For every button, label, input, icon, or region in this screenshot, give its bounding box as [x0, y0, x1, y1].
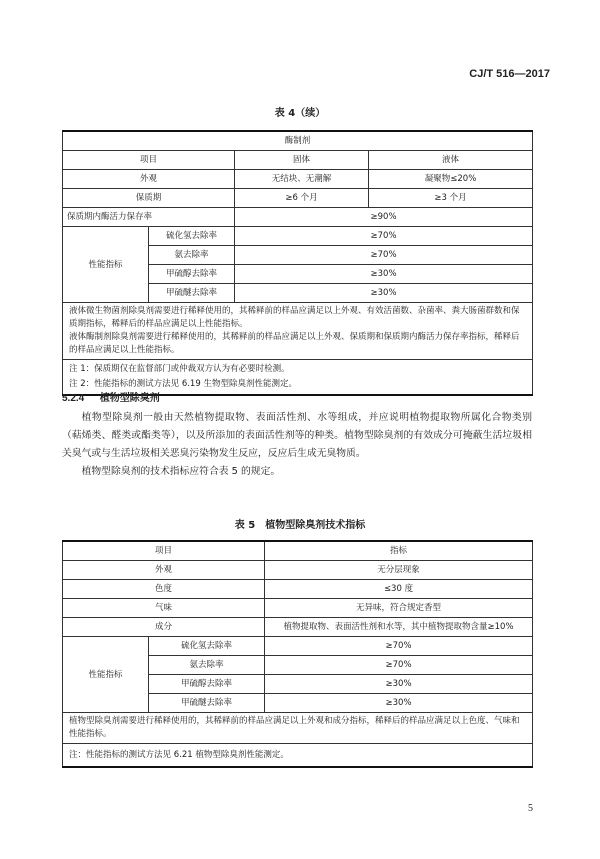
- table-row: [63, 744, 533, 768]
- column-header-solid: 固体: [235, 151, 369, 170]
- column-header-index: 指标: [265, 541, 533, 561]
- note-text: 注 2：性能指标的测试方法见 6.19 生物型除臭剂性能测定。: [69, 379, 297, 389]
- body-paragraph: 植物型除臭剂一般由天然植物提取物、表面活性剂、水等组成，并应说明植物提取物所属化合物类别（萜烯类、醛类或酯类等），以及所添加的表面活性剂等的种类。植物型除臭剂的有效成分可掩蔽生活垃圾相关臭气或与生活垃圾相关恶臭污染物发生反应，反应后生成无臭物质。: [62, 412, 532, 459]
- row-label: 色度: [63, 580, 265, 599]
- table-5-caption: 表 5 植物型除臭剂技术指标: [234, 520, 366, 531]
- row-label: 保质期: [63, 189, 235, 208]
- body-paragraph: 植物型除臭剂的技术指标应符合表 5 的规定。: [81, 466, 281, 477]
- cell-value: ≥30%: [235, 265, 533, 284]
- cell-value: 无异味，符合规定香型: [265, 599, 533, 618]
- table-row: [63, 189, 533, 208]
- table-row: [63, 580, 533, 599]
- table-paragraph: [63, 303, 533, 360]
- cell-value: 无分层现象: [265, 561, 533, 580]
- sub-row-label: 甲硫醇去除率: [149, 265, 235, 284]
- sub-row-label: 甲硫醇去除率: [149, 675, 265, 694]
- table-row: [63, 561, 533, 580]
- sub-row-label: 氨去除率: [149, 246, 235, 265]
- cell-value: ≥30%: [265, 675, 533, 694]
- note-text: 注 1：保质期仅在监督部门或仲裁双方认为有必要时检测。: [69, 364, 290, 374]
- table-header-row: [63, 541, 533, 561]
- cell-value: 植物提取物、表面活性剂和水等，其中植物提取物含量≥10%: [265, 618, 533, 637]
- section-title: 植物型除臭剂: [99, 393, 160, 404]
- cell-value: ≥3 个月: [369, 189, 533, 208]
- table-row: [63, 713, 533, 744]
- cell-value: ≥70%: [265, 637, 533, 656]
- table-row: [63, 170, 533, 189]
- column-header-liquid: 液体: [369, 151, 533, 170]
- row-label: 性能指标: [63, 227, 149, 303]
- table-paragraph: 植物型除臭剂需要进行稀释使用的，其稀释前的样品应满足以上外观和成分指标，稀释后的样品应满足以上色度、气味和性能指标。: [63, 713, 533, 744]
- cell-value: ≥30%: [265, 694, 533, 713]
- row-label: 外观: [63, 170, 235, 189]
- row-label: 保质期内酶活力保存率: [63, 208, 235, 227]
- sub-row-label: 氨去除率: [149, 656, 265, 675]
- sub-row-label: 甲硫醚去除率: [149, 694, 265, 713]
- sub-row-label: 甲硫醚去除率: [149, 284, 235, 303]
- note-text: 注：性能指标的测试方法见 6.21 植物型除臭剂性能测定。: [63, 744, 533, 768]
- column-header-item: 项目: [63, 541, 265, 561]
- table-row: [63, 637, 533, 656]
- table-header-row: [63, 151, 533, 170]
- row-label: 气味: [63, 599, 265, 618]
- table-5: [62, 540, 533, 768]
- cell-value: ≥6 个月: [235, 189, 369, 208]
- sub-row-label: 硫化氢去除率: [149, 227, 235, 246]
- paragraph-text: 液体微生物菌剂除臭剂需要进行稀释使用的，其稀释前的样品应满足以上外观、有效活菌数、杂菌率、粪大肠菌群数和保质期指标，稀释后的样品应满足以上性能指标。: [69, 306, 520, 329]
- row-label: 成分: [63, 618, 265, 637]
- table-4: [62, 130, 533, 396]
- cell-value: ≥30%: [235, 284, 533, 303]
- paragraph-text: 液体酶制剂除臭剂需要进行稀释使用的，其稀释前的样品应满足以上外观、保质期和保质期内酶活力保存率指标，稀释后的样品应满足以上性能指标。: [69, 332, 520, 355]
- page-number: 5: [528, 803, 533, 814]
- column-header-item: 项目: [63, 151, 235, 170]
- table-row: [63, 208, 533, 227]
- standard-code: CJ/T 516—2017: [469, 68, 550, 80]
- table-row: [63, 303, 533, 360]
- section-number: 5.2.4: [62, 393, 85, 404]
- table-row: [63, 227, 533, 246]
- section-heading: [62, 389, 160, 404]
- cell-value: ≥70%: [235, 227, 533, 246]
- category-cell: 酶制剂: [63, 131, 533, 151]
- section-body: [62, 409, 532, 481]
- cell-value: 无结块、无潮解: [235, 170, 369, 189]
- cell-value: ≥90%: [235, 208, 533, 227]
- cell-value: ≥70%: [235, 246, 533, 265]
- sub-row-label: 硫化氢去除率: [149, 637, 265, 656]
- table-row: [63, 599, 533, 618]
- row-label: 性能指标: [63, 637, 149, 713]
- cell-value: 凝聚物≤20%: [369, 170, 533, 189]
- table-row: [63, 131, 533, 151]
- cell-value: ≥70%: [265, 656, 533, 675]
- table-4-caption: 表 4（续）: [274, 108, 326, 119]
- table-row: [63, 618, 533, 637]
- row-label: 外观: [63, 561, 265, 580]
- cell-value: ≤30 度: [265, 580, 533, 599]
